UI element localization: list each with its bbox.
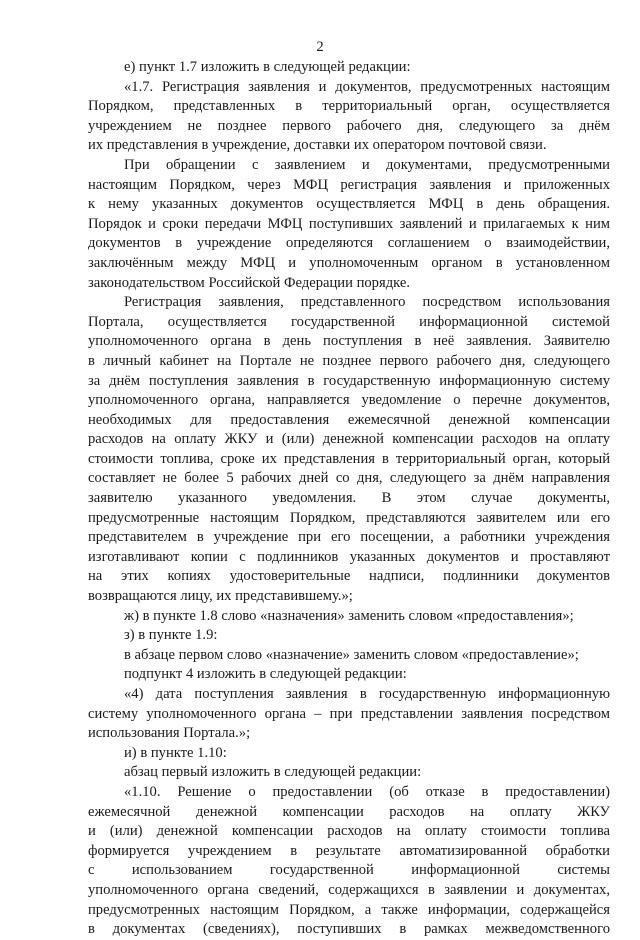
text-line: предусмотренных настоящим Порядком, а также информации, содержащейся xyxy=(88,901,610,918)
text-line: составляет не более 5 рабочих дней со дня, следующего за днём направления xyxy=(88,470,610,487)
text-line: на этих копиях удостоверительные надписи, подлинники документов xyxy=(88,568,610,585)
text-line: «1.10. Решение о предоставлении (об отказе в предоставлении) xyxy=(124,783,610,800)
text-line: и) в пункте 1.10: xyxy=(124,744,227,761)
text-line: расходов на оплату ЖКУ и (или) денежной компенсации расходов на оплату xyxy=(88,431,610,448)
text-line: уполномоченного органа сведений, содержащихся в заявлении и документах, xyxy=(88,881,610,898)
text-line: При обращении с заявлением и документами, предусмотренными xyxy=(124,156,610,173)
text-line: представителем в учреждение при его посещении, а работники учреждения xyxy=(88,529,610,546)
text-line: «4) дата поступления заявления в государственную информационную xyxy=(124,686,610,702)
text-line: заявителю указанного уведомления. В этом случае документы, xyxy=(88,490,610,507)
text-line: возвращаются лицу, их представившему.»; xyxy=(88,588,353,605)
text-line: з) в пункте 1.9: xyxy=(124,627,218,644)
text-line: с использованием государственной информационной системы xyxy=(88,862,610,879)
text-line: абзац первый изложить в следующей редакции: xyxy=(124,764,422,781)
text-line: формируется учреждением в результате автоматизированной обработки xyxy=(88,842,610,859)
text-line: систему уполномоченного органа – при представлении заявления посредством xyxy=(88,705,610,722)
text-line: за днём поступления заявления в государственную информационную систему xyxy=(88,372,610,389)
text-line: в личный кабинет на Портале не позднее первого рабочего дня, следующего xyxy=(88,352,610,369)
text-line: Портала, осуществляется государственной информационной системой xyxy=(88,313,610,330)
text-line: ж) в пункте 1.8 слово «назначения» заменить словом «предоставления»; xyxy=(124,607,574,624)
text-line: Порядок и сроки передачи МФЦ поступивших заявлений и прилагаемых к ним xyxy=(88,215,610,232)
text-line: законодательством Российской Федерации порядке. xyxy=(88,274,410,291)
text-line: к нему указанных документов осуществляется МФЦ в день обращения. xyxy=(88,196,610,213)
text-line: «1.7. Регистрация заявления и документов, предусмотренных настоящим xyxy=(124,78,610,95)
text-line: изготавливают копии с подлинников указанных документов и проставляют xyxy=(88,548,610,565)
text-line: стоимости топлива, сроке их представления в территориальный орган, который xyxy=(88,450,610,467)
text-line: необходимых для предоставления ежемесячной денежной компенсации xyxy=(88,411,610,428)
text-line: подпункт 4 изложить в следующей редакции: xyxy=(124,666,407,683)
document-body xyxy=(88,58,610,940)
text-line: заключённым между МФЦ и уполномоченным органом в установленном xyxy=(88,254,610,271)
text-line: в абзаце первом слово «назначение» заменить словом «предоставление»; xyxy=(124,646,579,663)
page-number: 2 xyxy=(316,39,324,55)
text-line: ежемесячной денежной компенсации расходов на оплату ЖКУ xyxy=(88,803,610,820)
text-line: использования Портала.»; xyxy=(88,725,251,742)
text-line: настоящим Порядком, через МФЦ регистрация заявления и приложенных xyxy=(88,176,610,193)
text-line: документов в учреждение определяются соглашением о взаимодействии, xyxy=(88,235,610,252)
text-line: е) пункт 1.7 изложить в следующей редакции: xyxy=(124,59,411,75)
text-line: и (или) денежной компенсации расходов на оплату стоимости топлива xyxy=(88,823,610,840)
text-line: уполномоченного органа в день поступления в неё заявления. Заявителю xyxy=(88,333,610,350)
text-line: предусмотренные настоящим Порядком, представляются заявителем или его xyxy=(88,509,610,526)
text-line: Порядком, представленных в территориальный орган, осуществляется xyxy=(88,98,610,115)
text-line: Регистрация заявления, представленного посредством использования xyxy=(124,294,610,311)
text-line: уполномоченного органа, направляется уведомление о перечне документов, xyxy=(88,392,610,409)
text-line: в документах (сведениях), поступивших в рамках межведомственного xyxy=(88,921,610,938)
text-line: их представления в учреждение, доставки их оператором почтовой связи. xyxy=(88,137,547,154)
text-line: учреждением не позднее первого рабочего дня, следующего за днём xyxy=(88,117,610,134)
